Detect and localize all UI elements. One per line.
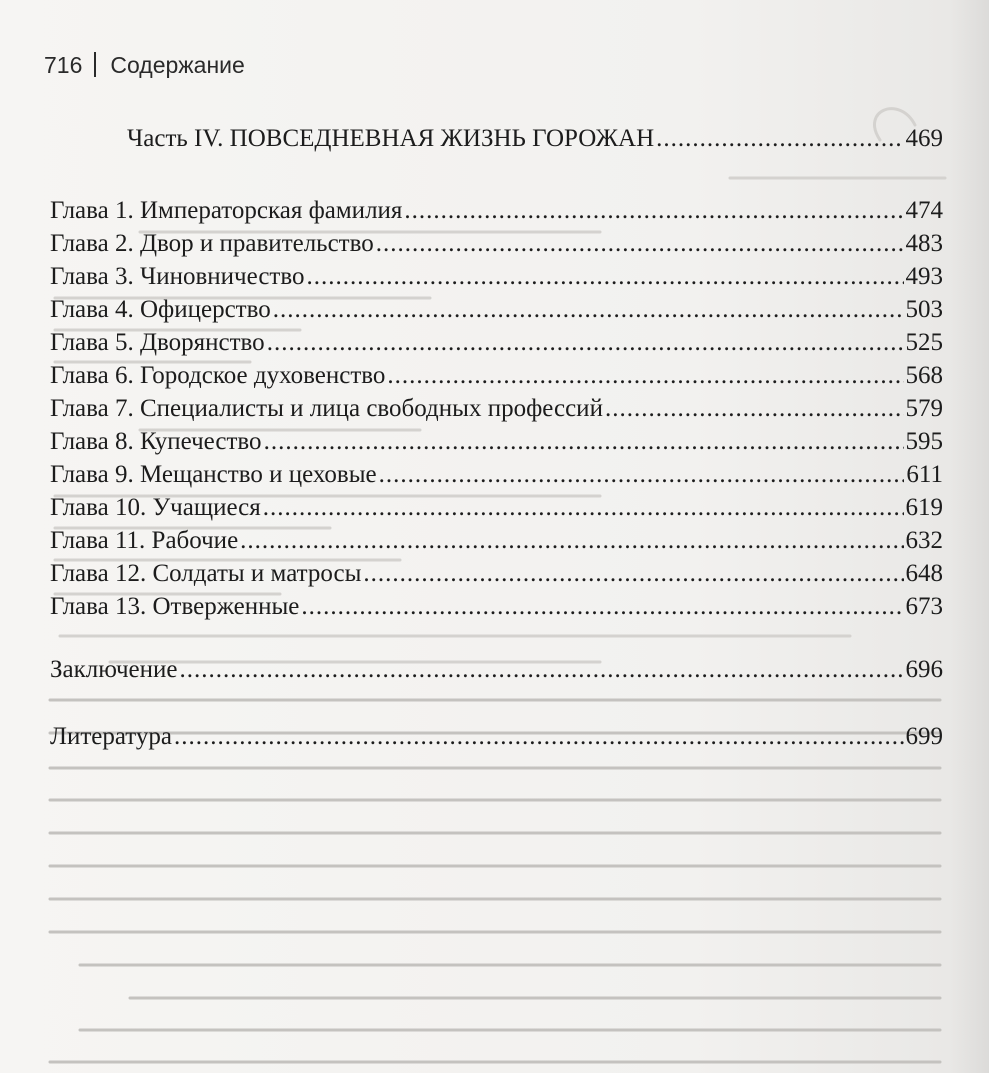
toc-entry-title: Глава 7. Специалисты и лица свободных профессий: [50, 395, 603, 422]
toc-leader-dots: [363, 557, 903, 590]
running-head: [44, 52, 245, 79]
toc-chapter-4[interactable]: [50, 293, 943, 326]
toc-leader-dots: [174, 720, 904, 753]
toc-entry-title: Глава 5. Дворянство: [50, 329, 265, 356]
toc-entry-page: 483: [905, 230, 943, 257]
toc-entry-page: 579: [905, 395, 943, 422]
toc-leader-dots: [379, 458, 905, 491]
toc-leader-dots: [306, 260, 903, 293]
toc-leader-dots: [656, 122, 903, 155]
toc-chapter-6[interactable]: [50, 359, 943, 392]
toc-entry-page: 673: [905, 593, 943, 620]
toc-leader-dots: [376, 227, 904, 260]
toc-leader-dots: [273, 293, 904, 326]
toc-entry-page: 632: [905, 527, 943, 554]
toc-chapter-10[interactable]: [50, 491, 943, 524]
toc-chapter-3[interactable]: [50, 260, 943, 293]
page-number: 716: [44, 52, 83, 78]
toc-entry-page: 699: [905, 723, 943, 750]
toc-chapter-9[interactable]: [50, 458, 943, 491]
running-head-separator: [94, 52, 96, 77]
toc-entry-page: 619: [905, 494, 943, 521]
toc-entry-title: Часть IV. ПОВСЕДНЕВНАЯ ЖИЗНЬ ГОРОЖАН: [127, 125, 655, 152]
toc-entry-title: Глава 10. Учащиеся: [50, 494, 261, 521]
toc-entry-page: 469: [905, 125, 943, 152]
toc-leader-dots: [301, 590, 903, 623]
toc-leader-dots: [404, 194, 903, 227]
toc-entry-page: 493: [905, 263, 943, 290]
toc-entry-title: Глава 8. Купечество: [50, 428, 262, 455]
toc-leader-dots: [240, 524, 903, 557]
toc-part-4[interactable]: [127, 122, 943, 155]
toc-entry-title: Глава 1. Императорская фамилия: [50, 197, 403, 224]
toc-chapter-13[interactable]: [50, 590, 943, 623]
toc-entry-title: Литература: [50, 723, 172, 750]
toc-chapter-2[interactable]: [50, 227, 943, 260]
toc-entry-page: 696: [905, 656, 943, 683]
toc-leader-dots: [605, 392, 904, 425]
toc-chapter-7[interactable]: [50, 392, 943, 425]
toc-leader-dots: [387, 359, 903, 392]
running-head-title: Содержание: [110, 52, 245, 78]
toc-entry-page: 611: [906, 461, 943, 488]
toc-entry-title: Глава 4. Офицерство: [50, 296, 271, 323]
toc-leader-dots: [264, 425, 904, 458]
toc-conclusion[interactable]: [50, 653, 943, 686]
toc-leader-dots: [267, 326, 904, 359]
toc-entry-title: Глава 11. Рабочие: [50, 527, 239, 554]
toc-leader-dots: [180, 653, 904, 686]
toc-chapter-5[interactable]: [50, 326, 943, 359]
toc-chapter-12[interactable]: [50, 557, 943, 590]
toc-entry-page: 503: [905, 296, 943, 323]
toc-chapter-8[interactable]: [50, 425, 943, 458]
toc-chapter-1[interactable]: [50, 194, 943, 227]
toc-entry-title: Глава 6. Городское духовенство: [50, 362, 386, 389]
toc-entry-page: 525: [905, 329, 943, 356]
toc-entry-title: Глава 2. Двор и правительство: [50, 230, 374, 257]
toc-literature[interactable]: [50, 720, 943, 753]
toc-entry-page: 474: [905, 197, 943, 224]
toc-entry-page: 648: [905, 560, 943, 587]
toc-entry-title: Глава 3. Чиновничество: [50, 263, 305, 290]
toc-chapter-11[interactable]: [50, 524, 943, 557]
toc-entry-page: 595: [905, 428, 943, 455]
toc-entry-title: Глава 12. Солдаты и матросы: [50, 560, 362, 587]
toc-entry-title: Глава 9. Мещанство и цеховые: [50, 461, 377, 488]
toc-entry-title: Глава 13. Отверженные: [50, 593, 300, 620]
toc-entry-page: 568: [905, 362, 943, 389]
toc-entry-title: Заключение: [50, 656, 178, 683]
toc-leader-dots: [263, 491, 904, 524]
